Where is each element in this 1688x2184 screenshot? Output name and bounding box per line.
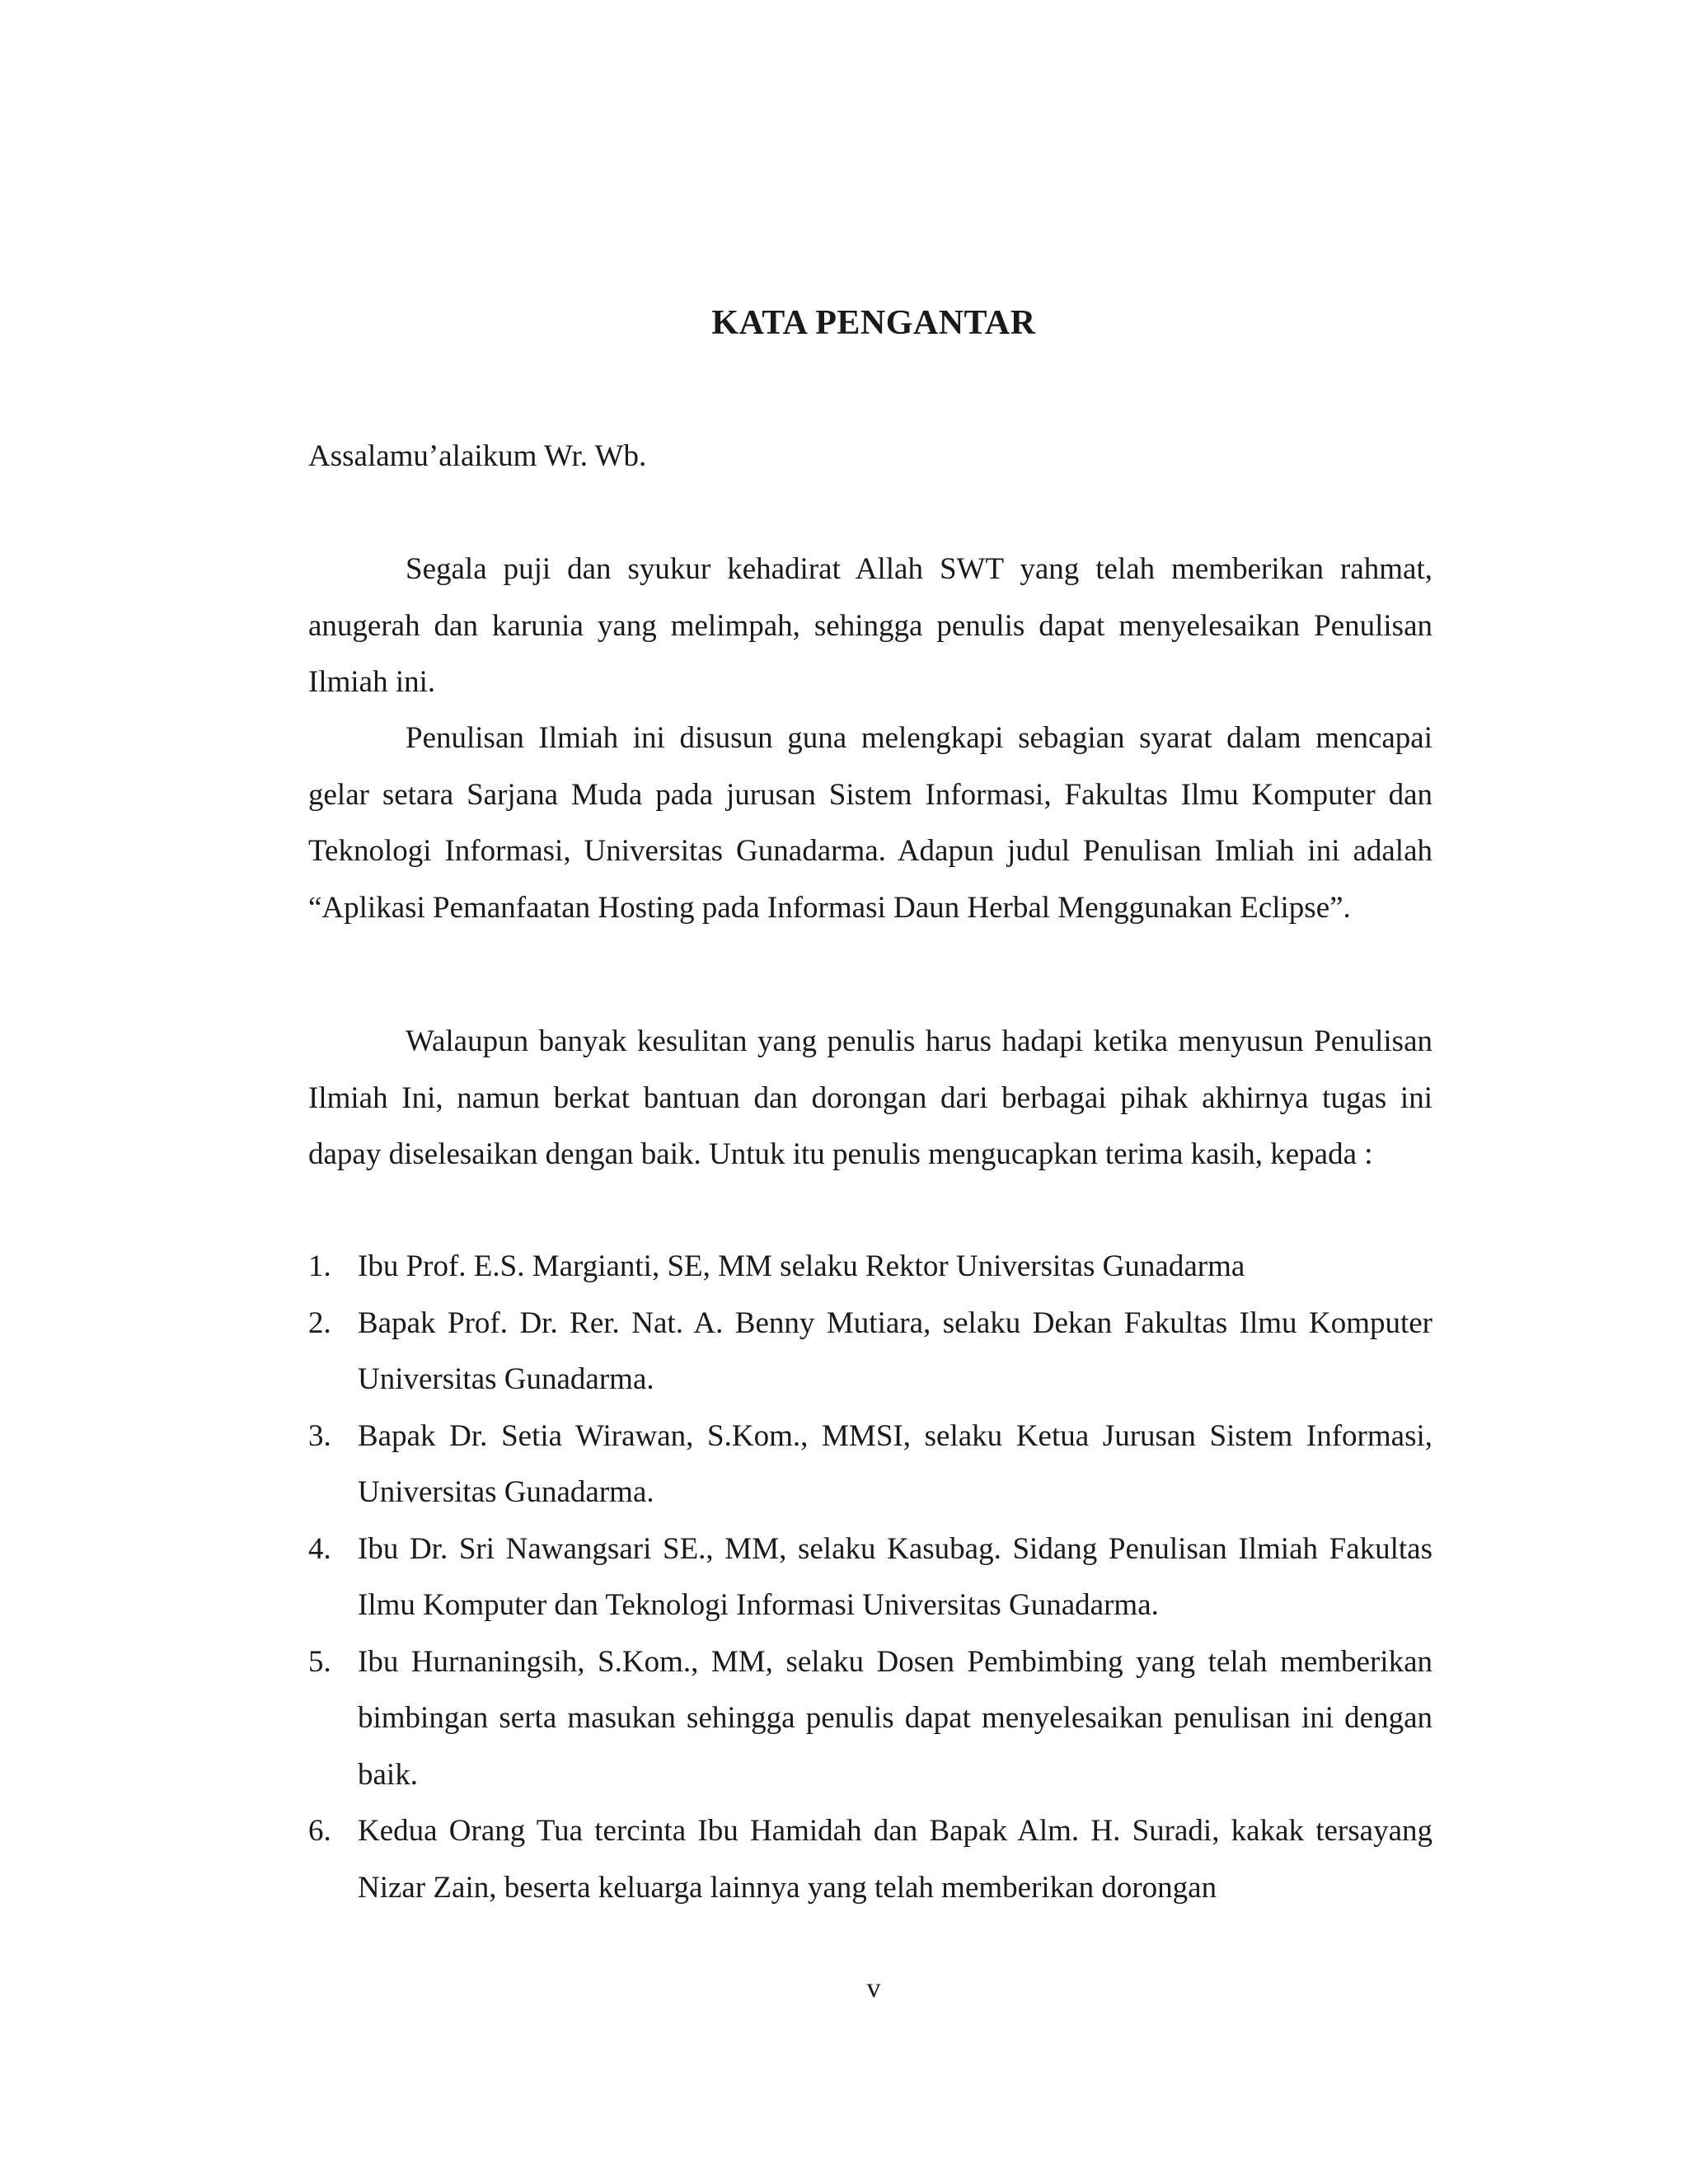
list-item-number: 2.	[308, 1305, 331, 1340]
list-item-text: Ibu Hurnaningsih, S.Kom., MM, selaku Dosen Pembimbing yang telah memberikan bimbingan serta masukan sehingga penulis dapat menyelesaikan penulisan ini dengan baik.	[358, 1644, 1432, 1792]
list-item-text: Bapak Prof. Dr. Rer. Nat. A. Benny Mutiara, selaku Dekan Fakultas Ilmu Komputer Universitas Gunadarma.	[358, 1305, 1432, 1396]
list-item-number: 4.	[308, 1531, 331, 1566]
list-item-number: 5.	[308, 1644, 331, 1679]
list-item-number: 6.	[308, 1814, 331, 1848]
list-item	[308, 1296, 1432, 1408]
list-item-text: Ibu Dr. Sri Nawangsari SE., MM, selaku Kasubag. Sidang Penulisan Ilmiah Fakultas Ilmu Komputer dan Teknologi Informasi Universitas Gunadarma.	[358, 1531, 1432, 1622]
list-item-text: Kedua Orang Tua tercinta Ibu Hamidah dan Bapak Alm. H. Suradi, kakak tersayang Nizar Zain, beserta keluarga lainnya yang telah memberikan dorongan	[358, 1814, 1432, 1905]
list-item-number: 1.	[308, 1249, 331, 1283]
list-item	[308, 1521, 1432, 1634]
paragraph-3-text: Walaupun banyak kesulitan yang penulis harus hadapi ketika menyusun Penulisan Ilmiah Ini, namun berkat bantuan dan dorongan dari berbagai pihak akhirnya tugas ini dapay diselesaikan dengan baik. Untuk itu penulis mengucapkan terima kasih, kepada :	[308, 1024, 1432, 1171]
list-item-text: Ibu Prof. E.S. Margianti, SE, MM selaku Rektor Universitas Gunadarma	[358, 1249, 1245, 1283]
page-number: v	[866, 1973, 881, 2004]
paragraph-2	[308, 710, 1432, 936]
page-title: KATA PENGANTAR	[711, 304, 1036, 342]
list-item	[308, 1408, 1432, 1521]
paragraph-1-text: Segala puji dan syukur kehadirat Allah SWT yang telah memberikan rahmat, anugerah dan karunia yang melimpah, sehingga penulis dapat menyelesaikan Penulisan Ilmiah ini.	[308, 552, 1432, 699]
list-item	[308, 1803, 1432, 1916]
paragraph-2-text: Penulisan Ilmiah ini disusun guna melengkapi sebagian syarat dalam mencapai gelar setara Sarjana Muda pada jurusan Sistem Informasi, Fakultas Ilmu Komputer dan Teknologi Informasi, Universitas Gunadarma. Adapun judul Penulisan Imliah ini adalah “Aplikasi Pemanfaatan Hosting pada Informasi Daun Herbal Menggunakan Eclipse”.	[308, 721, 1432, 925]
list-item-text: Bapak Dr. Setia Wirawan, S.Kom., MMSI, selaku Ketua Jurusan Sistem Informasi, Universitas Gunadarma.	[358, 1418, 1432, 1509]
list-item	[308, 1634, 1432, 1804]
acknowledgement-list	[308, 1239, 1432, 1916]
paragraph-3	[308, 1014, 1432, 1183]
paragraph-1	[308, 541, 1432, 711]
greeting: Assalamu’alaikum Wr. Wb.	[308, 439, 647, 473]
list-item-number: 3.	[308, 1418, 331, 1453]
list-item	[308, 1239, 1432, 1296]
